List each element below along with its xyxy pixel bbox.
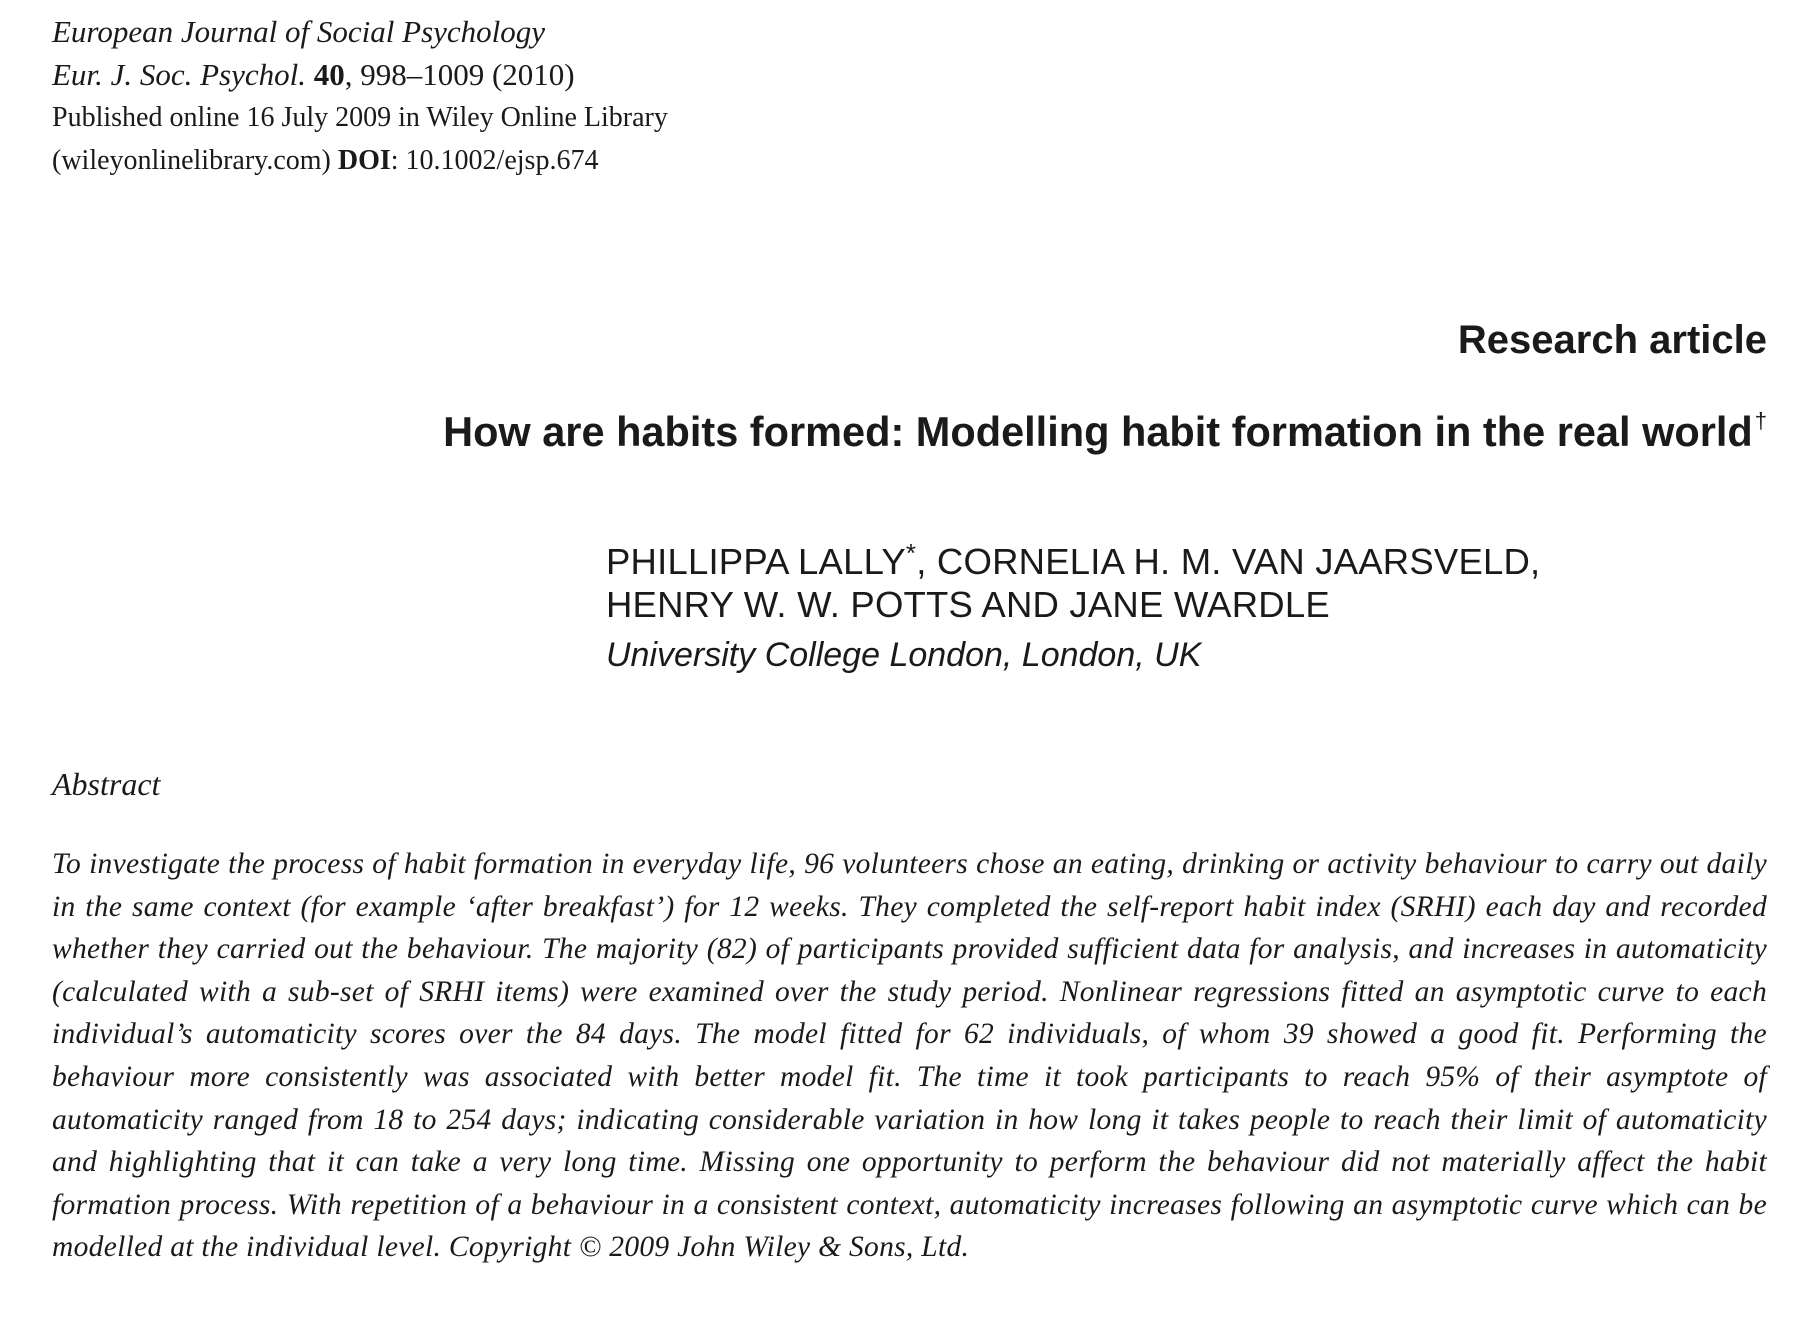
- authors-line-2: HENRY W. W. POTTS AND JANE WARDLE: [606, 584, 1330, 625]
- article-type: Research article: [1457, 318, 1767, 362]
- volume-number: 40: [313, 57, 345, 92]
- published-line: [52, 96, 668, 139]
- pages-year: , 998–1009 (2010): [344, 57, 575, 92]
- citation-abbrev: Eur. J. Soc. Psychol.: [52, 57, 306, 92]
- journal-name: [52, 10, 668, 53]
- article-title-text: How are habits formed: Modelling habit formation in the real world: [443, 408, 1753, 455]
- affiliation: University College London, London, UK: [606, 636, 1202, 674]
- author-list: [606, 540, 1540, 626]
- title-footnote-mark[interactable]: †: [1754, 408, 1767, 433]
- citation-line: [52, 53, 668, 96]
- authors-line-1-rest: , CORNELIA H. M. VAN JAARSVELD,: [916, 541, 1541, 582]
- doi-line: [52, 139, 668, 182]
- journal-name-text: European Journal of Social Psychology: [52, 14, 546, 49]
- article-title: [443, 406, 1767, 458]
- published-text: Published online 16 July 2009 in Wiley Online Library: [52, 102, 668, 133]
- doi-label: DOI: [337, 145, 391, 176]
- journal-header: [52, 10, 668, 182]
- doi-value[interactable]: : 10.1002/ejsp.674: [390, 145, 599, 176]
- authors-line-1: [606, 540, 1540, 583]
- site-link[interactable]: (wileyonlinelibrary.com): [52, 145, 331, 176]
- author-first: PHILLIPPA LALLY: [606, 541, 906, 582]
- abstract-heading: Abstract: [52, 766, 161, 802]
- corresponding-author-mark[interactable]: *: [905, 538, 917, 568]
- abstract-text: To investigate the process of habit formation in everyday life, 96 volunteers chose an eating, drinking or activity behaviour to carry out daily in the same context (for example ‘after breakfast’) for 12 weeks. They completed the self-report habit index (SRHI) each day and recorded whether they carried out the behaviour. The majority (82) of participants provided sufficient data for analysis, and increases in automaticity (calculated with a sub-set of SRHI items) were examined over the study period. Nonlinear regressions fitted an asymptotic curve to each individual’s automaticity scores over the 84 days. The model fitted for 62 individuals, of whom 39 showed a good fit. Performing the behaviour more consistently was associated with better model fit. The time it took participants to reach 95% of their asymptote of automaticity ranged from 18 to 254 days; indicating considerable variation in how long it takes people to reach their limit of automaticity and highlighting that it can take a very long time. Missing one opportunity to perform the behaviour did not materially affect the habit formation process. With repetition of a behaviour in a consistent context, automaticity increases following an asymptotic curve which can be modelled at the individual level. Copyright © 2009 John Wiley & Sons, Ltd.: [52, 848, 1767, 1264]
